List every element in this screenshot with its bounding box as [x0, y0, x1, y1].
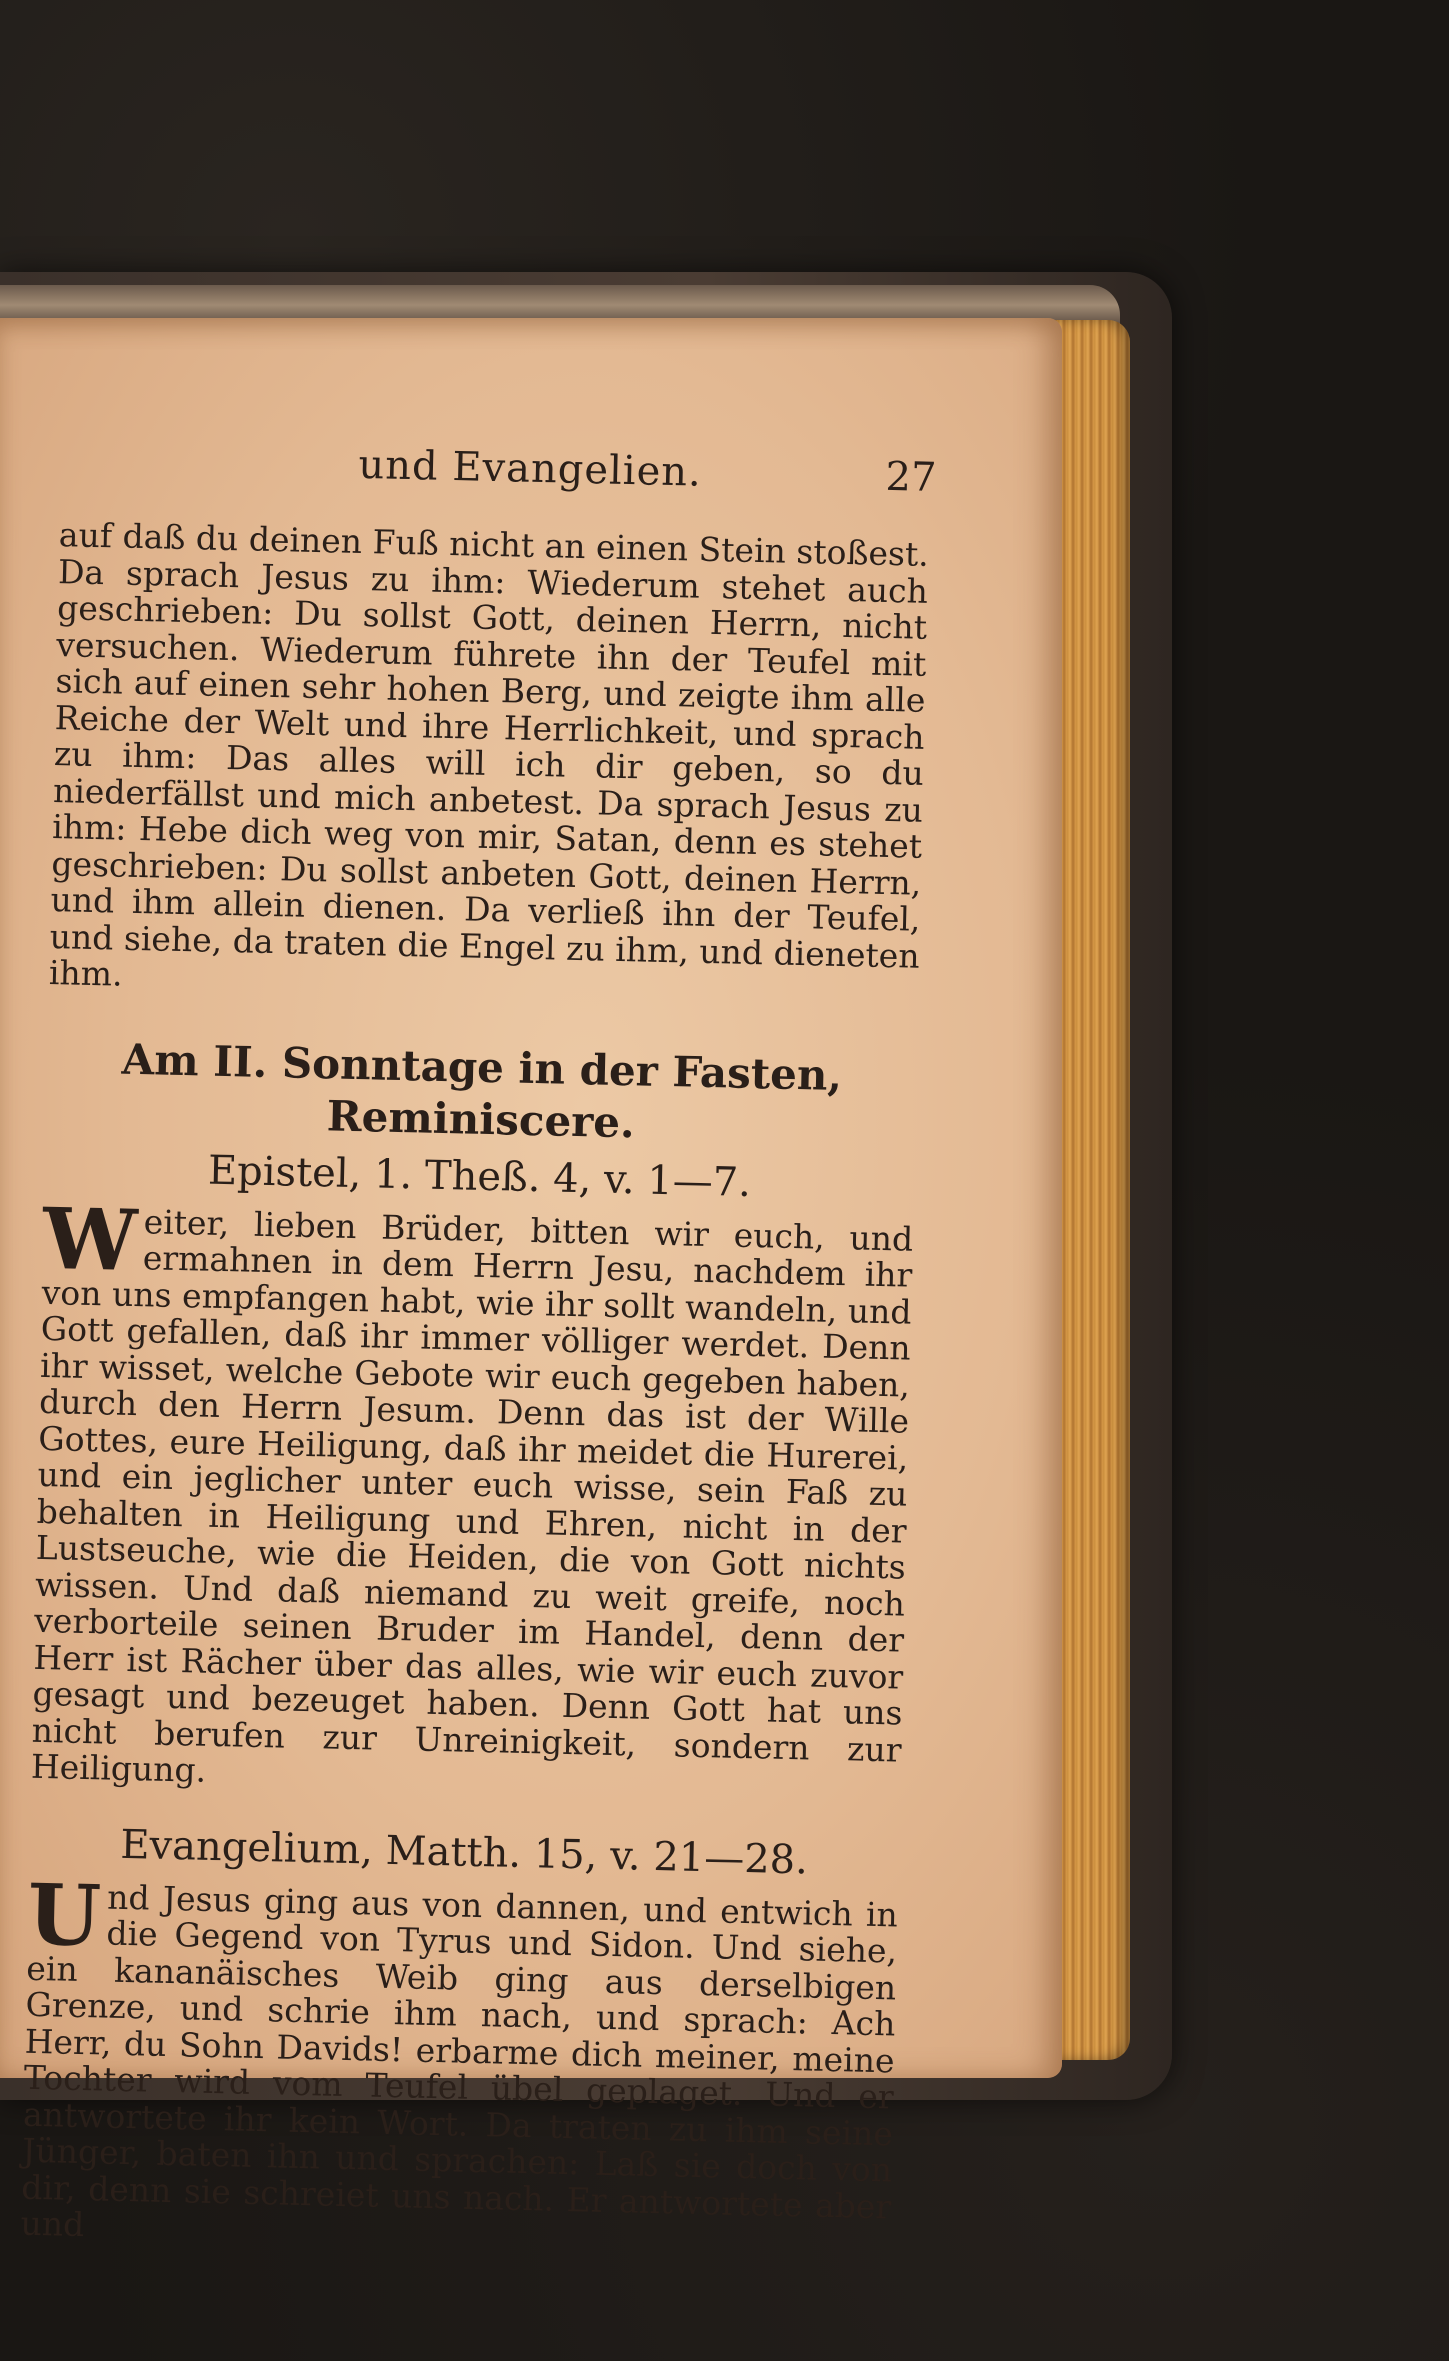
gospel-dropcap: U — [26, 1864, 103, 1965]
epistle-heading: Epistel, 1. Theß. 4, v. 1—7. — [207, 1147, 752, 1206]
running-head — [16, 434, 1079, 518]
book-page — [0, 318, 1062, 2245]
opening-paragraph: auf daß du deinen Fuß nicht an einen Stein stoßest. Da sprach Jesus zu ihm: Wiederum stehet auch geschrieben: Du sollst Gott, deinen Herrn, nicht versuchen. Wiederum führete ihn der Teufel mit sich auf einen sehr hohen Berg, und zeigte ihm alle Reiche der Welt und ihre Herrlichkeit, und sprach zu ihm: Das alles will ich dir geben, so du niederfällst und mich anbetest. Da sprach Jesus zu ihm: Hebe dich weg von mir, Satan, denn es stehet geschrieben: Du sollst anbeten Gott, deinen Herrn, und ihm allein dienen. Da verließ ihn der Teufel, und siehe, da traten die Engel zu ihm, und dieneten ihm. — [48, 515, 930, 994]
gospel-paragraph — [20, 1864, 899, 2262]
epistle-text: eiter, lieben Brüder, bitten wir euch, und ermahnen in dem Herrn Jesu, nachdem ihr von uns empfangen habt, wie ihr sollt wandeln, und Gott gefallen, daß ihr immer völliger werdet. Denn ihr wisset, welche Gebote wir euch gegeben haben, durch den Herrn Jesum. Denn das ist der Wille Gottes, eure Heiligung, daß ihr meidet die Hurerei, und ein jeglicher unter euch wisse, sein Faß zu behalten in Heiligung und Ehren, nicht in der Lustseuche, wie die Heiden, die von Gott nichts wissen. Und daß niemand zu weit greife, noch verborteile seinen Bruder im Handel, denn der Herr ist Rächer über das alles, wie wir euch zuvor gesagt und bezeuget haben. Denn Gott hat uns nicht berufen zur Unreinigkeit, sondern zur Heiligung. — [30, 1201, 914, 1790]
sunday-heading-line1: Am II. Sonntage in der Fasten, — [121, 1034, 843, 1100]
body-text — [20, 517, 929, 2262]
sunday-heading-line2: Reminiscere. — [326, 1090, 636, 1147]
epistle-dropcap: W — [41, 1188, 139, 1290]
epistle-paragraph — [30, 1188, 914, 1805]
gospel-heading: Evangelium, Matth. 15, v. 21—28. — [119, 1821, 809, 1883]
page-text-block — [0, 306, 1082, 2245]
running-head-title: und Evangelien. — [358, 441, 703, 496]
gospel-text: nd Jesus ging aus von dannen, und entwich in die Gegend von Tyrus und Sidon. Und siehe, ein kananäisches Weib ging aus derselbigen Grenze, und schrie ihm nach, und sprach: Ach Herr, du Sohn Davids! erbarme dich meiner, meine Tochter wird vom Teufel übel geplaget. Und er antwortete ihr kein Wort. Da traten zu ihm seine Jünger, baten ihn und sprachen: Laß sie doch von dir, denn sie schreiet uns nach. Er antwortete aber und — [20, 1877, 899, 2245]
sunday-heading — [45, 1031, 917, 1155]
page-number: 27 — [885, 453, 937, 502]
